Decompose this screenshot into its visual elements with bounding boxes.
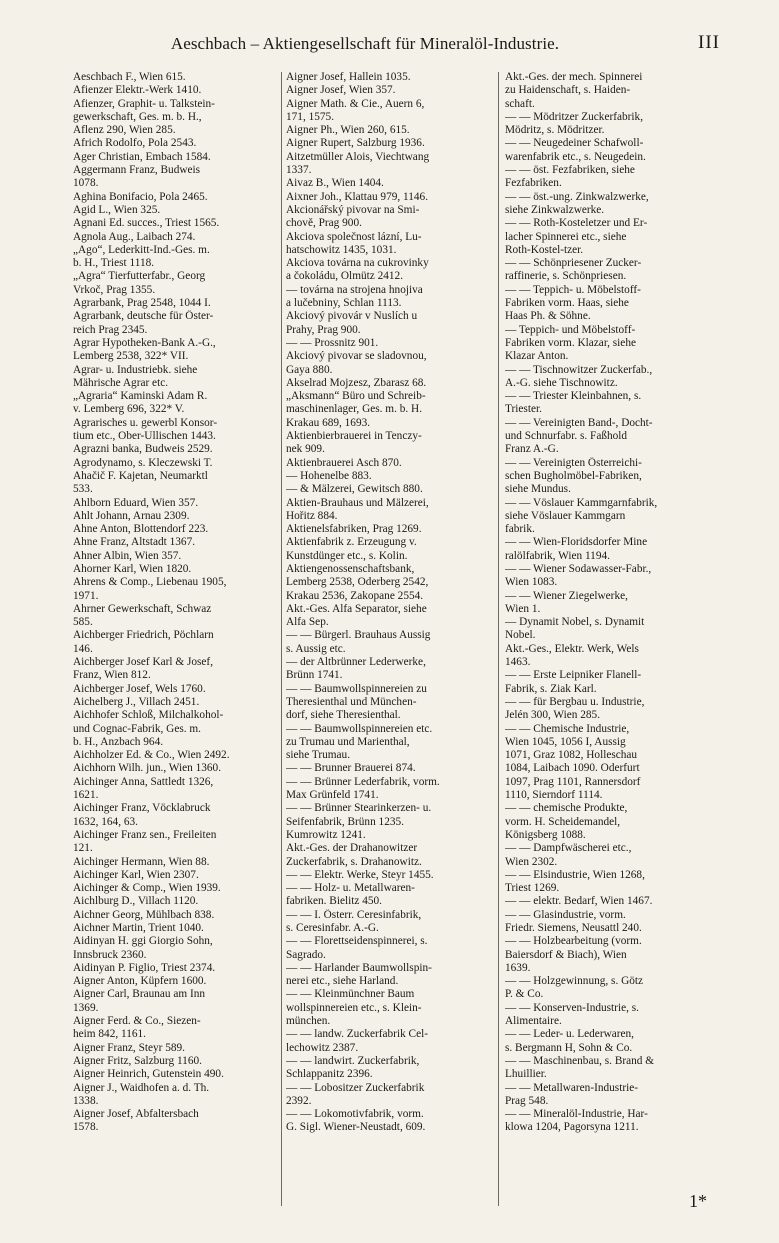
entry-line: Innsbruck 2360. (73, 948, 147, 961)
running-head: Aeschbach – Aktiengesellschaft für Mineralöl-Industrie. (170, 34, 560, 53)
entry-line: Agrazni banka, Budweis 2529. (73, 443, 213, 456)
entry-line: — — Triester Kleinbahnen, s. (505, 390, 642, 403)
entry-line: Schlappanitz 2396. (286, 1068, 373, 1081)
entry-line: Aichinger Karl, Wien 2307. (73, 868, 199, 881)
entry-line: 1337. (286, 164, 312, 177)
entry-line: Lemberg 2538, Oderberg 2542, (286, 576, 429, 589)
entry-line: und Schnurfabr. s. Faßhold (505, 430, 628, 443)
entry-line: Wien 2302. (505, 855, 558, 868)
entry-line: Krakau 689, 1693. (286, 416, 371, 429)
entry-line: — — Leder- u. Lederwaren, (505, 1028, 634, 1041)
entry-line: 1071, Graz 1082, Holleschau (505, 749, 638, 762)
entry-line: G. Sigl. Wiener-Neustadt, 609. (286, 1121, 426, 1134)
entry-line: Mödritz, s. Mödritzer. (505, 124, 605, 137)
entry-line: 2392. (286, 1094, 312, 1107)
entry-line: s. Ceresinfabr. A.-G. (286, 922, 379, 934)
entry-line: — — Glasindustrie, vorm. (505, 908, 626, 921)
entry-line: — — Brünner Lederfabrik, vorm. (286, 775, 440, 788)
entry-line: hatschowitz 1435, 1031. (286, 243, 397, 256)
entry-line: b. H., Anzbach 964. (73, 735, 164, 748)
entry-line: — — Vereinigten Band-, Docht- (505, 416, 653, 429)
entry-line: Zuckerfabrik, s. Drahanowitz. (286, 855, 422, 868)
entry-line: 1971. (73, 589, 99, 602)
entry-line: Aitzetmüller Alois, Viechtwang (286, 150, 430, 163)
entry-line: Seifenfabrik, Brünn 1235. (286, 815, 404, 828)
entry-line: Ahlborn Eduard, Wien 357. (73, 496, 199, 509)
entry-line: 1078. (73, 177, 99, 190)
entry-line: — — I. Österr. Ceresinfabrik, (286, 908, 422, 921)
entry-line: — — Schönpriesener Zucker- (505, 257, 642, 270)
entry-line: — — Prossnitz 901. (286, 336, 379, 349)
entry-line: Fabrik, s. Ziak Karl. (505, 682, 597, 695)
entry-line: — — Vöslauer Kammgarnfabrik, (505, 496, 658, 509)
entry-line: warenfabrik etc., s. Neugedein. (505, 150, 646, 163)
entry-line: Jelén 300, Wien 285. (505, 709, 601, 722)
entry-line: 533. (73, 483, 93, 496)
entry-line: Agnani Ed. succes., Triest 1565. (73, 217, 220, 230)
entry-line: Aigner Anton, Küpfern 1600. (73, 975, 207, 988)
entry-line: Aktien-Brauhaus und Mälzerei, (286, 496, 429, 509)
entry-line: Alimentaire. (505, 1015, 562, 1028)
entry-line: — — für Bergbau u. Industrie, (505, 695, 645, 708)
entry-line: — — Holzbearbeitung (vorm. (505, 935, 642, 948)
entry-line: 1110, Sierndorf 1114. (505, 789, 603, 802)
entry-line: — — Metallwaren-Industrie- (505, 1081, 639, 1094)
entry-line: Aichberger Josef, Wels 1760. (73, 682, 206, 695)
entry-line: — — Mineralöl-Industrie, Har- (505, 1108, 648, 1121)
entry-line: siehe Mundus. (505, 483, 571, 496)
entry-line: A.-G. siehe Tischnowitz. (505, 376, 618, 389)
entry-line: Fabriken vorm. Haas, siehe (505, 297, 629, 310)
entry-line: Afienzer Elektr.-Werk 1410. (73, 84, 202, 97)
entry-line: 1097, Prag 1101, Rannersdorf (505, 775, 641, 788)
entry-line: 121. (73, 842, 93, 855)
entry-line: dorf, siehe Theresienthal. (286, 709, 401, 722)
entry-line: — — Florettseidenspinnerei, s. (286, 935, 428, 948)
entry-line: nek 909. (286, 443, 325, 456)
entry-line: Aktiengenossenschaftsbank, (286, 562, 415, 575)
entry-line: 1369. (73, 1001, 99, 1014)
entry-line: — továrna na strojena hnojiva (286, 283, 423, 296)
entry-line: Aigner Josef, Wien 357. (286, 84, 396, 97)
entry-line: Aidinyan P. Figlio, Triest 2374. (73, 961, 216, 974)
entry-line: Kumrowitz 1241. (286, 828, 366, 841)
entry-line: Aigner Josef, Abfaltersbach (73, 1108, 199, 1121)
entry-line: — — Lokomotivfabrik, vorm. (286, 1108, 424, 1121)
entry-line: „Agra“ Tierfutterfabr., Georg (73, 270, 206, 283)
entry-line: Ahner Albin, Wien 357. (73, 549, 182, 562)
entry-line: — — Wiener Sodawasser-Fabr., (505, 562, 652, 575)
entry-line: Aigner J., Waidhofen a. d. Th. (73, 1081, 210, 1094)
entry-line: Aichinger Franz sen., Freileiten (73, 828, 217, 841)
entry-line: Triest 1269. (505, 882, 560, 895)
entry-line: Aichberger Josef Karl & Josef, (73, 656, 214, 669)
entry-line: Aichner Georg, Mühlbach 838. (73, 908, 215, 921)
entry-line: Ahlt Johann, Arnau 2309. (73, 509, 190, 522)
entry-line: gewerkschaft, Ges. m. b. H., (73, 110, 202, 123)
entry-line: — — Brünner Stearinkerzen- u. (286, 802, 432, 815)
entry-line: chově, Prag 900. (286, 217, 362, 230)
page-number: III (698, 32, 720, 53)
entry-line: Lhuillier. (505, 1068, 547, 1081)
entry-line: Franz, Wien 812. (73, 669, 151, 682)
entry-line: — — landwirt. Zuckerfabrik, (286, 1054, 420, 1067)
entry-line: Akciový pivovar se sladovnou, (286, 350, 427, 363)
entry-line: — — Dampfwäscherei etc., (505, 842, 632, 855)
entry-line: Aeschbach F., Wien 615. (73, 71, 186, 83)
entry-line: — — Elsindustrie, Wien 1268, (505, 868, 645, 881)
entry-line: siehe Vöslauer Kammgarn (505, 509, 626, 522)
entry-line: Aigner Ph., Wien 260, 615. (286, 124, 410, 137)
entry-line: Aichelberg J., Villach 2451. (73, 695, 200, 708)
entry-line: Aichner Martin, Trient 1040. (73, 922, 204, 934)
entry-line: ralölfabrik, Wien 1194. (505, 549, 610, 562)
entry-line: Akt.-Ges. Alfa Separator, siehe (286, 602, 427, 615)
entry-columns (73, 71, 713, 1206)
entry-line: — Hohenelbe 883. (286, 469, 372, 482)
entry-line: zu Trumau und Marienthal, (286, 735, 410, 748)
entry-line: Aichinger Anna, Sattledt 1326, (73, 775, 214, 788)
entry-line: Agrar- u. Industriebk. siehe (73, 363, 198, 376)
entry-line: Aichinger Franz, Vöcklabruck (73, 802, 211, 815)
entry-line: Ahrens & Comp., Liebenau 1905, (73, 576, 227, 589)
entry-line: Agrodynamo, s. Kleczewski T. (73, 456, 213, 469)
entry-line: — & Mälzerei, Gewitsch 880. (286, 483, 423, 496)
entry-line: 1578. (73, 1121, 99, 1134)
entry-line: Aflenz 290, Wien 285. (73, 124, 176, 137)
entry-line: — — Maschinenbau, s. Brand & (505, 1054, 655, 1067)
entry-line: — — öst. Fezfabriken, siehe (505, 164, 635, 177)
entry-line: Hořitz 884. (286, 509, 338, 522)
entry-line: „Aksmann“ Büro und Schreib- (286, 390, 426, 403)
entry-line: Aichhofer Schloß, Milchalkohol- (73, 709, 224, 722)
entry-line: Aigner Ferd. & Co., Siezen- (73, 1015, 201, 1028)
entry-line: — — Erste Leipniker Flanell- (505, 669, 642, 682)
entry-line: Aichinger Hermann, Wien 88. (73, 855, 210, 868)
entry-line: Ahne Franz, Altstadt 1367. (73, 536, 196, 549)
entry-line: 1639. (505, 961, 531, 974)
entry-line: Fabriken vorm. Klazar, siehe (505, 336, 636, 349)
entry-line: 171, 1575. (286, 110, 335, 123)
entry-line: „Ago“, Lederkitt-Ind.-Ges. m. (73, 243, 210, 256)
entry-line: Aigner Josef, Hallein 1035. (286, 71, 411, 83)
entry-line: 146. (73, 642, 93, 655)
entry-line: Aigner Rupert, Salzburg 1936. (286, 137, 425, 150)
entry-line: 1463. (505, 656, 531, 669)
entry-line: Aigner Fritz, Salzburg 1160. (73, 1054, 202, 1067)
entry-line: Mährische Agrar etc. (73, 376, 169, 389)
entry-line: Aigner Carl, Braunau am Inn (73, 988, 206, 1001)
sheet-signature: 1* (689, 1191, 707, 1211)
entry-line: 1621. (73, 789, 99, 802)
entry-line: siehe Zinkwalzwerke. (505, 203, 605, 216)
entry-line: Kunstdünger etc., s. Kolin. (286, 549, 408, 562)
entry-line: b. H., Triest 1118. (73, 257, 155, 270)
entry-line: Agrarbank, Prag 2548, 1044 I. (73, 297, 211, 310)
entry-line: Königsberg 1088. (505, 828, 586, 841)
entry-line: schen Bugholmöbel-Fabriken, (505, 469, 642, 482)
entry-line: — Teppich- und Möbelstoff- (505, 323, 636, 336)
entry-line: — — Elektr. Werke, Steyr 1455. (286, 868, 434, 881)
entry-line: v. Lemberg 696, 322* V. (73, 403, 185, 416)
entry-line: Afienzer, Graphit- u. Talkstein- (73, 97, 215, 110)
entry-line: Aktienfabrik z. Erzeugung v. (286, 536, 417, 549)
entry-line: Wien 1083. (505, 576, 558, 589)
entry-line: Aktienbierbrauerei in Tenczy- (286, 430, 422, 443)
entry-line: Aichinger & Comp., Wien 1939. (73, 882, 221, 895)
entry-line: lacher Spinnerei etc., siehe (505, 230, 627, 243)
entry-line: nerei etc., siehe Harland. (286, 975, 399, 988)
entry-line: Aktienelsfabriken, Prag 1269. (286, 523, 422, 536)
entry-line: maschinenlager, Ges. m. b. H. (286, 403, 423, 416)
entry-line: Haas Ph. & Söhne. (505, 310, 591, 323)
entry-line: Ahorner Karl, Wien 1820. (73, 562, 192, 575)
entry-line: — — Bürgerl. Brauhaus Aussig (286, 629, 431, 642)
entry-line: Ager Christian, Embach 1584. (73, 150, 211, 163)
entry-line: Akt.-Ges. der mech. Spinnerei (505, 71, 643, 83)
entry-line: Agrarbank, deutsche für Öster- (73, 310, 214, 323)
entry-line: — — landw. Zuckerfabrik Cel- (286, 1028, 428, 1041)
entry-line: „Agraria“ Kaminski Adam R. (73, 390, 208, 403)
entry-line: Wien 1045, 1056 I, Aussig (505, 735, 626, 748)
entry-line: a čokoládu, Olmütz 2412. (286, 270, 404, 283)
entry-line: Max Grünfeld 1741. (286, 789, 379, 802)
entry-line: Akcionářský pivovar na Smi- (286, 203, 420, 216)
entry-line: Aigner Franz, Steyr 589. (73, 1041, 186, 1054)
entry-line: klowa 1204, Pagorsyna 1211. (505, 1121, 639, 1134)
entry-line: fabriken. Bielitz 450. (286, 895, 382, 908)
entry-line: Akciova společnost lázní, Lu- (286, 230, 422, 243)
entry-line: Nobel. (505, 629, 536, 642)
entry-line: Aichholzer Ed. & Co., Wien 2492. (73, 749, 230, 762)
entry-line: Lemberg 2538, 322* VII. (73, 350, 189, 363)
entry-line: Akselrad Mojzesz, Zbarasz 68. (286, 376, 427, 389)
entry-line: Akt.-Ges. der Drahanowitzer (286, 842, 418, 855)
entry-line: Aigner Heinrich, Gutenstein 490. (73, 1068, 224, 1081)
entry-line: — — Tischnowitzer Zuckerfab., (505, 363, 653, 376)
entry-line: Ahrner Gewerkschaft, Schwaz (73, 602, 212, 615)
entry-line: Aichhorn Wilh. jun., Wien 1360. (73, 762, 222, 775)
entry-line: Vrkoč, Prag 1355. (73, 283, 156, 296)
entry-line: — Dynamit Nobel, s. Dynamit (505, 616, 645, 629)
entry-line: münchen. (286, 1015, 331, 1028)
entry-line: fabrik. (505, 523, 535, 536)
entry-line: Agrarisches u. gewerbl Konsor- (73, 416, 218, 429)
entry-line: Franz A.-G. (505, 443, 559, 456)
entry-line: reich Prag 2345. (73, 323, 148, 336)
entry-line: — — Roth-Kosteletzer und Er- (505, 217, 648, 230)
entry-line: Aigner Math. & Cie., Auern 6, (286, 97, 425, 110)
entry-line: Gaya 880. (286, 363, 333, 376)
entry-line: tium etc., Ober-Ullischen 1443. (73, 430, 216, 443)
entry-line: Sagrado. (286, 948, 326, 961)
entry-line: siehe Trumau. (286, 749, 351, 762)
entry-line: und Cognac-Fabrik, Ges. m. (73, 722, 202, 735)
entry-line: schaft. (505, 97, 535, 110)
entry-line: Akt.-Ges., Elektr. Werk, Wels (505, 642, 639, 655)
entry-line: Fezfabriken. (505, 177, 562, 190)
entry-line: Aggermann Franz, Budweis (73, 164, 201, 177)
entry-line: — — Baumwollspinnereien zu (286, 682, 427, 695)
entry-line: — — chemische Produkte, (505, 802, 628, 815)
entry-line: s. Aussig etc. (286, 642, 346, 655)
entry-line: lechowitz 2387. (286, 1041, 359, 1054)
entry-line: — — Mödritzer Zuckerfabrik, (505, 110, 644, 123)
entry-line: vorm. H. Scheidemandel, (505, 815, 621, 828)
entry-line: Prag 548. (505, 1094, 549, 1107)
entry-line: Krakau 2536, Zakopane 2554. (286, 589, 424, 602)
entry-line: — — Harlander Baumwollspin- (286, 961, 432, 974)
entry-line: — — Teppich- u. Möbelstoff- (505, 283, 641, 296)
entry-line: Ahačič F. Kajetan, Neumarktl (73, 469, 208, 482)
entry-line: wollspinnereien etc., s. Klein- (286, 1001, 422, 1014)
entry-line: — — Chemische Industrie, (505, 722, 630, 735)
entry-line: Aghina Bonifacio, Pola 2465. (73, 190, 208, 203)
entry-line: Ahne Anton, Blottendorf 223. (73, 523, 209, 536)
entry-line: Theresienthal und München- (286, 695, 417, 708)
entry-line: 1632, 164, 63. (73, 815, 138, 828)
entry-line: 585. (73, 616, 93, 629)
entry-column-right (505, 71, 713, 1206)
entry-line: heim 842, 1161. (73, 1028, 147, 1041)
entry-line: Aichlburg D., Villach 1120. (73, 895, 199, 908)
entry-line: Agrar Hypotheken-Bank A.-G., (73, 336, 216, 349)
entry-line: 1084, Laibach 1090. Oderfurt (505, 762, 640, 775)
entry-line: — — Konserven-Industrie, s. (505, 1001, 639, 1014)
entry-line: Wien 1. (505, 602, 541, 615)
entry-line: Aidinyan H. ggi Giorgio Sohn, (73, 935, 213, 948)
entry-line: zu Haidenschaft, s. Haiden- (505, 84, 631, 97)
entry-line: Aktienbrauerei Asch 870. (286, 456, 402, 469)
entry-line: Alfa Sep. (286, 616, 329, 629)
entry-line: — — Holz- u. Metallwaren- (286, 882, 415, 895)
entry-line: — — öst.-ung. Zinkwalzwerke, (505, 190, 649, 203)
entry-line: — — Brunner Brauerei 874. (286, 762, 416, 775)
page-header (70, 30, 720, 60)
entry-line: Akciový pivovár v Nuslích u (286, 310, 418, 323)
entry-line: Klazar Anton. (505, 350, 569, 363)
entry-line: Aixner Joh., Klattau 979, 1146. (286, 190, 429, 203)
entry-line: — — Lobositzer Zuckerfabrik (286, 1081, 425, 1094)
entry-line: Agid L., Wien 325. (73, 203, 161, 216)
entry-line: s. Bergmann H, Sohn & Co. (505, 1041, 633, 1054)
entry-line: — der Altbrünner Lederwerke, (286, 656, 426, 669)
entry-line: Agnola Aug., Laibach 274. (73, 230, 196, 243)
entry-line: — — Wiener Ziegelwerke, (505, 589, 628, 602)
entry-line: Triester. (505, 403, 542, 416)
entry-column-middle (286, 71, 496, 1206)
entry-line: — — Neugedeiner Schafwoll- (505, 137, 644, 150)
entry-line: Baiersdorf & Biach), Wien (505, 948, 627, 961)
entry-line: Brünn 1741. (286, 669, 343, 682)
entry-line: a lučebniny, Schlan 1113. (286, 297, 402, 310)
entry-column-left (73, 71, 276, 1206)
entry-line: Prahy, Prag 900. (286, 323, 361, 336)
entry-line: Roth-Kostel-tzer. (505, 243, 584, 256)
entry-line: Aivaz B., Wien 1404. (286, 177, 384, 190)
entry-line: Friedr. Siemens, Neusattl 240. (505, 922, 642, 934)
entry-line: Aichberger Friedrich, Pöchlarn (73, 629, 214, 642)
entry-line: Africh Rodolfo, Pola 2543. (73, 137, 197, 150)
entry-line: — — elektr. Bedarf, Wien 1467. (505, 895, 653, 908)
entry-line: P. & Co. (505, 988, 544, 1001)
entry-line: raffinerie, s. Schönpriesen. (505, 270, 627, 283)
entry-line: — — Vereinigten Österreichi- (505, 456, 642, 469)
entry-line: — — Wien-Floridsdorfer Mine (505, 536, 648, 549)
entry-line: Akciova továrna na cukrovinky (286, 257, 429, 270)
entry-line: 1338. (73, 1094, 99, 1107)
entry-line: — — Kleinmünchner Baum (286, 988, 415, 1001)
entry-line: — — Baumwollspinnereien etc. (286, 722, 433, 735)
entry-line: — — Holzgewinnung, s. Götz (505, 975, 644, 988)
